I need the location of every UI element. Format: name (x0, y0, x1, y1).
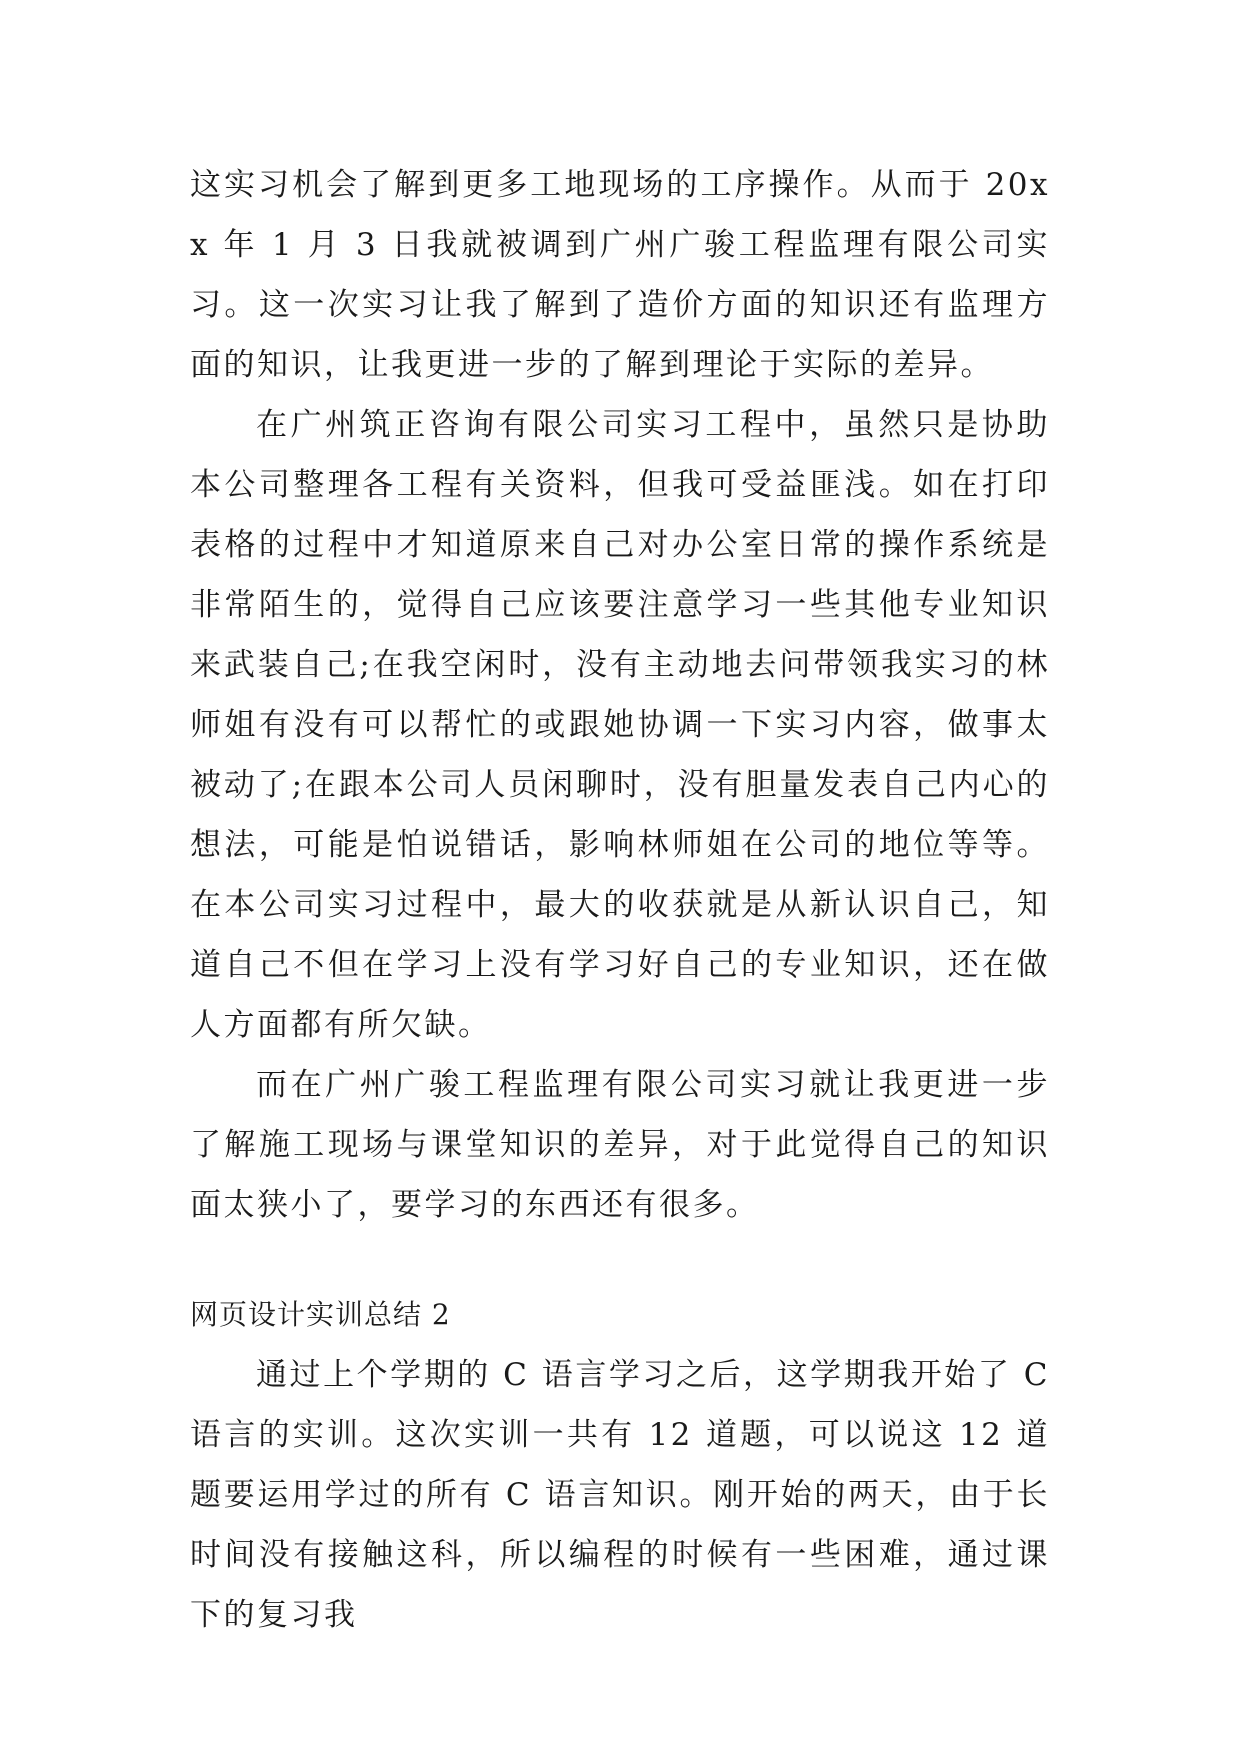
document-body (190, 155, 1050, 1645)
paragraph-internship-intro: 这实习机会了解到更多工地现场的工序操作。从而于 20xx 年 1 月 3 日我就被调到广州广骏工程监理有限公司实习。这一次实习让我了解到了造价方面的知识还有监理方面的知识，让我更进一步的了解到理论于实际的差异。 (190, 167, 1050, 383)
paragraph-guangjun-internship: 而在广州广骏工程监理有限公司实习就让我更进一步了解施工现场与课堂知识的差异，对于此觉得自己的知识面太狭小了，要学习的东西还有很多。 (190, 1067, 1050, 1223)
paragraph-c-language-training: 通过上个学期的 C 语言学习之后，这学期我开始了 C 语言的实训。这次实训一共有 12 道题，可以说这 12 道题要运用学过的所有 C 语言知识。刚开始的两天，由于长时间没有接触这科，所以编程的时候有一些困难，通过课下的复习我 (190, 1357, 1050, 1633)
section-heading: 网页设计实训总结 2 (190, 1298, 451, 1331)
paragraph-zhuzheng-internship: 在广州筑正咨询有限公司实习工程中，虽然只是协助本公司整理各工程有关资料，但我可受益匪浅。如在打印表格的过程中才知道原来自己对办公室日常的操作系统是非常陌生的，觉得自己应该要注意学习一些其他专业知识来武装自己;在我空闲时，没有主动地去问带领我实习的林师姐有没有可以帮忙的或跟她协调一下实习内容，做事太被动了;在跟本公司人员闲聊时，没有胆量发表自己内心的想法，可能是怕说错话，影响林师姐在公司的地位等等。在本公司实习过程中，最大的收获就是从新认识自己，知道自己不但在学习上没有学习好自己的专业知识，还在做人方面都有所欠缺。 (190, 407, 1050, 1043)
